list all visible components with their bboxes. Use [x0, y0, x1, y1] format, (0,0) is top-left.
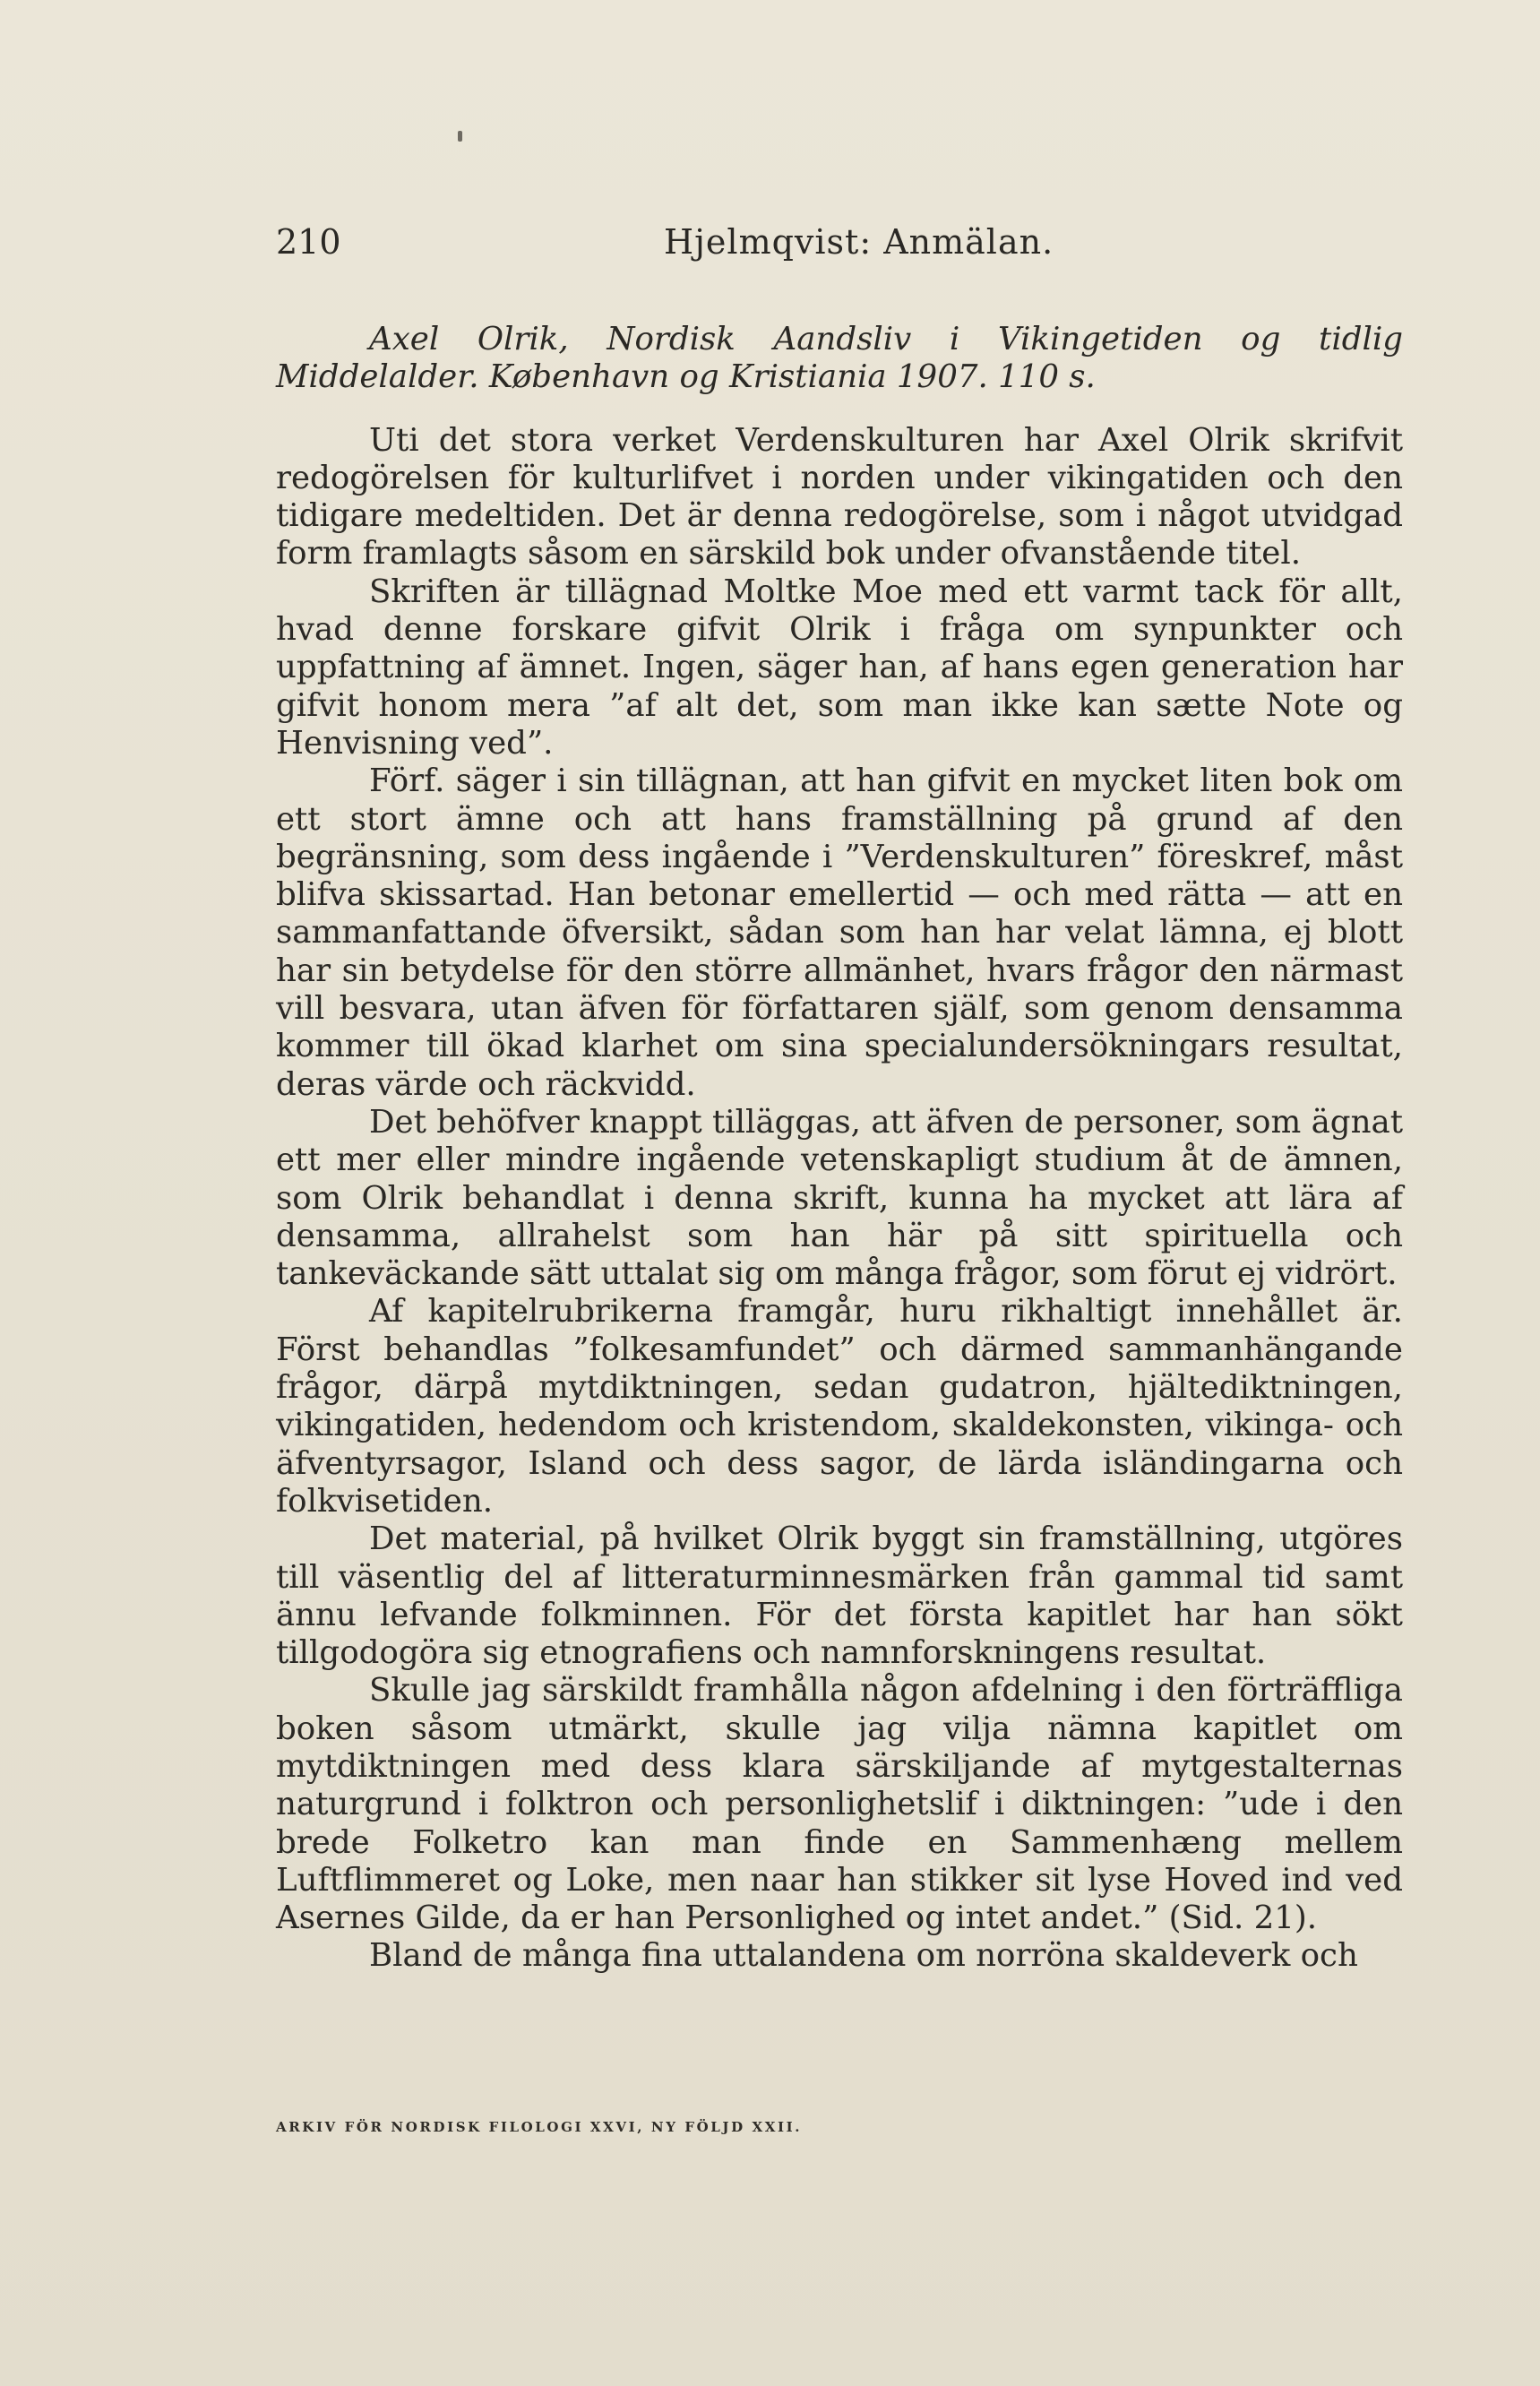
review-text	[276, 321, 1403, 1976]
page-header	[276, 215, 1405, 269]
ink-speck	[458, 131, 462, 142]
reviewed-work-title: Axel Olrik, Nordisk Aandsliv i Vikingetiden og tidlig Middelalder. København og Kristiania 1907. 110 s.	[276, 321, 1403, 396]
paragraph: Det behöfver knappt tilläggas, att äfven de personer, som ägnat ett mer eller mindre ingående vetenskapligt studium åt de ämnen, som Olrik behandlat i denna skrift, kunna ha mycket att lära af densamma, allrahelst som han här på sitt spirituella och tankeväckande sätt uttalat sig om många frågor, som förut ej vidrört.	[276, 1103, 1403, 1293]
signature-line: ARKIV FÖR NORDISK FILOLOGI XXVI, NY FÖLJD XXII.	[276, 2119, 803, 2135]
running-title: Hjelmqvist: Anmälan.	[664, 222, 1054, 262]
paragraph: Skulle jag särskildt framhålla någon afdelning i den förträffliga boken såsom utmärkt, skulle jag vilja nämna kapitlet om mytdiktningen med dess klara särskiljande af mytgestalternas naturgrund i folktron och personlighetslif i diktningen: ”ude i den brede Folketro kan man finde en Sammenhæng mellem Luftflimmeret og Loke, men naar han stikker sit lyse Hoved ind ved Asernes Gilde, da er han Personlighed og intet andet.” (Sid. 21).	[276, 1672, 1403, 1937]
page-number: 210	[276, 222, 341, 262]
paragraph: Uti det stora verket Verdenskulturen har Axel Olrik skrifvit redogörelsen för kulturlifvet i norden under vikingatiden och den tidigare medeltiden. Det är denna redogörelse, som i något utvidgad form framlagts såsom en särskild bok under ofvanstående titel.	[276, 421, 1403, 573]
paragraph: Förf. säger i sin tillägnan, att han gifvit en mycket liten bok om ett stort ämne och att hans framställning på grund af den begränsning, som dess ingående i ”Verdenskulturen” föreskref, måst blifva skissartad. Han betonar emellertid — och med rätta — att en sammanfattande öfversikt, sådan som han har velat lämna, ej blott har sin betydelse för den större allmänhet, hvars frågor den närmast vill besvara, utan äfven för författaren själf, som genom densamma kommer till ökad klarhet om sina specialundersökningars resultat, deras värde och räckvidd.	[276, 762, 1403, 1103]
paragraph: Skriften är tillägnad Moltke Moe med ett varmt tack för allt, hvad denne forskare gifvit Olrik i fråga om synpunkter och uppfattning af ämnet. Ingen, säger han, af hans egen generation har gifvit honom mera ”af alt det, som man ikke kan sætte Note og Henvisning ved”.	[276, 573, 1403, 762]
paragraph: Det material, på hvilket Olrik byggt sin framställning, utgöres till väsentlig del af litteraturminnesmärken från gammal tid samt ännu lefvande folkminnen. För det första kapitlet har han sökt tillgodogöra sig etnografiens och namnforskningens resultat.	[276, 1520, 1403, 1672]
paragraph: Af kapitelrubrikerna framgår, huru rikhaltigt innehållet är. Först behandlas ”folkesamfundet” och därmed sammanhängande frågor, därpå mytdiktningen, sedan gudatron, hjältediktningen, vikingatiden, hedendom och kristendom, skaldekonsten, vikinga- och äfventyrsagor, Island och dess sagor, de lärda isländingarna och folkvisetiden.	[276, 1293, 1403, 1520]
paragraph: Bland de många fina uttalandena om norröna skaldeverk och	[369, 1937, 1358, 1975]
